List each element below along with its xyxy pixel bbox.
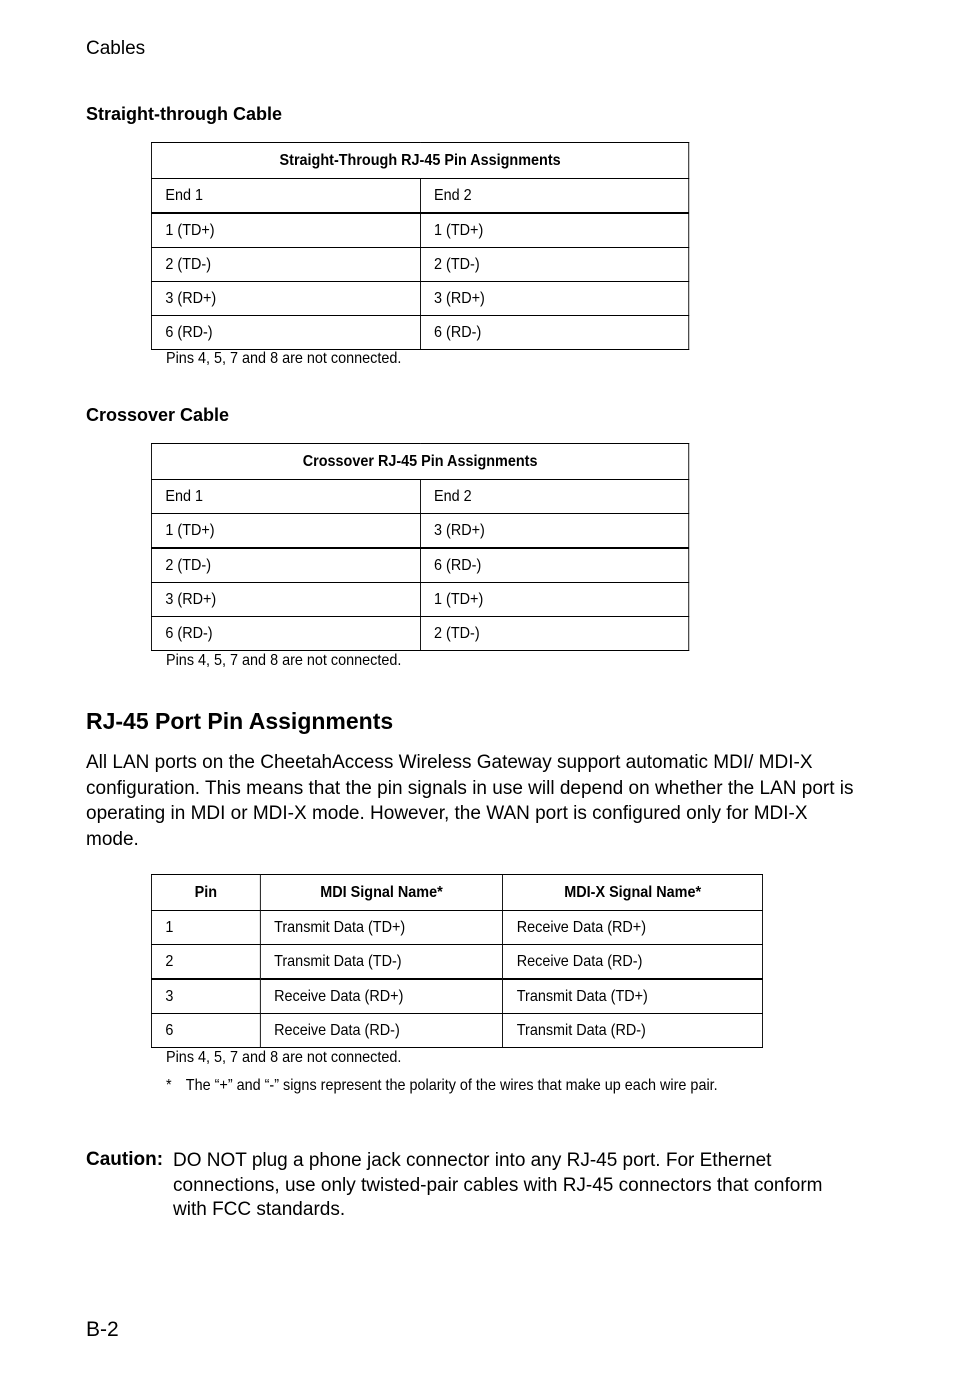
table-cell: 3 (RD+)	[420, 514, 689, 549]
straight-through-note: Pins 4, 5, 7 and 8 are not connected.	[166, 350, 402, 367]
table-cell: 6 (RD-)	[151, 316, 420, 350]
running-header: Cables	[86, 38, 146, 59]
table-cell: 2	[151, 945, 260, 980]
section-paragraph: All LAN ports on the CheetahAccess Wireless Gateway support automatic MDI/ MDI-X configuration. This means that the pin signals in use will depend on whether the LAN port is operating in MDI or MDI-X mode. However, the WAN port is configured only for MDI-X mode.	[86, 752, 854, 850]
table-title: Straight-Through RJ-45 Pin Assignments	[151, 143, 688, 179]
table-cell: 1	[151, 911, 260, 945]
table-cell: 6 (RD-)	[420, 548, 689, 583]
table-cell: Receive Data (RD-)	[503, 945, 763, 980]
table-cell: 2 (TD-)	[151, 248, 420, 282]
table-cell: 1 (TD+)	[151, 213, 420, 248]
table-cell: Receive Data (RD+)	[260, 979, 503, 1014]
table-cell: 6	[151, 1014, 260, 1048]
table-row	[151, 1014, 762, 1048]
page-number: B-2	[86, 1318, 119, 1341]
straight-through-heading: Straight-through Cable	[86, 104, 282, 124]
table-cell: 1 (TD+)	[420, 213, 689, 248]
column-header-mdix: MDI-X Signal Name*	[503, 875, 763, 911]
table-row	[151, 583, 688, 617]
table-row	[151, 213, 688, 248]
table-cell: 2 (TD-)	[420, 617, 689, 651]
table-cell: Receive Data (RD+)	[503, 911, 763, 945]
table-cell: 2 (TD-)	[151, 548, 420, 583]
table-cell: Receive Data (RD-)	[260, 1014, 503, 1048]
table-cell: 3 (RD+)	[151, 583, 420, 617]
table-row	[151, 911, 762, 945]
column-header-pin: Pin	[151, 875, 260, 911]
table-cell: 3 (RD+)	[420, 282, 689, 316]
table-cell: 3	[151, 979, 260, 1014]
column-header-end2: End 2	[420, 179, 689, 214]
crossover-heading: Crossover Cable	[86, 405, 230, 425]
port-table-note: Pins 4, 5, 7 and 8 are not connected.	[166, 1049, 402, 1066]
table-title: Crossover RJ-45 Pin Assignments	[151, 444, 688, 480]
crossover-table	[151, 443, 689, 651]
table-cell: 1 (TD+)	[151, 514, 420, 549]
table-cell: 2 (TD-)	[420, 248, 689, 282]
port-pin-table	[151, 874, 763, 1048]
table-row	[151, 548, 688, 583]
table-row	[151, 617, 688, 651]
table-cell: 6 (RD-)	[151, 617, 420, 651]
table-cell: Transmit Data (RD-)	[503, 1014, 763, 1048]
table-row	[151, 248, 688, 282]
section-heading: RJ-45 Port Pin Assignments	[86, 708, 394, 734]
column-header-end2: End 2	[420, 480, 689, 514]
table-cell: 1 (TD+)	[420, 583, 689, 617]
table-row	[151, 945, 762, 980]
table-row	[151, 514, 688, 549]
column-header-end1: End 1	[151, 179, 420, 214]
straight-through-table	[151, 142, 689, 350]
footnote	[166, 1077, 742, 1095]
column-header-mdi: MDI Signal Name*	[260, 875, 503, 911]
table-row	[151, 316, 688, 350]
table-cell: 3 (RD+)	[151, 282, 420, 316]
footnote-mark: *	[166, 1077, 172, 1094]
table-cell: 6 (RD-)	[420, 316, 689, 350]
table-cell: Transmit Data (TD-)	[260, 945, 503, 980]
footnote-text: The “+” and “-” signs represent the polarity of the wires that make up each wire pair.	[185, 1077, 718, 1094]
crossover-note: Pins 4, 5, 7 and 8 are not connected.	[166, 652, 402, 669]
table-cell: Transmit Data (TD+)	[503, 979, 763, 1014]
caution-label: Caution:	[86, 1149, 164, 1170]
table-row	[151, 282, 688, 316]
column-header-end1: End 1	[151, 480, 420, 514]
table-row	[151, 979, 762, 1014]
caution-text: DO NOT plug a phone jack connector into any RJ-45 port. For Ethernet connections, use only twisted-pair cables with RJ-45 connectors that conform with FCC standards.	[173, 1150, 823, 1220]
table-cell: Transmit Data (TD+)	[260, 911, 503, 945]
